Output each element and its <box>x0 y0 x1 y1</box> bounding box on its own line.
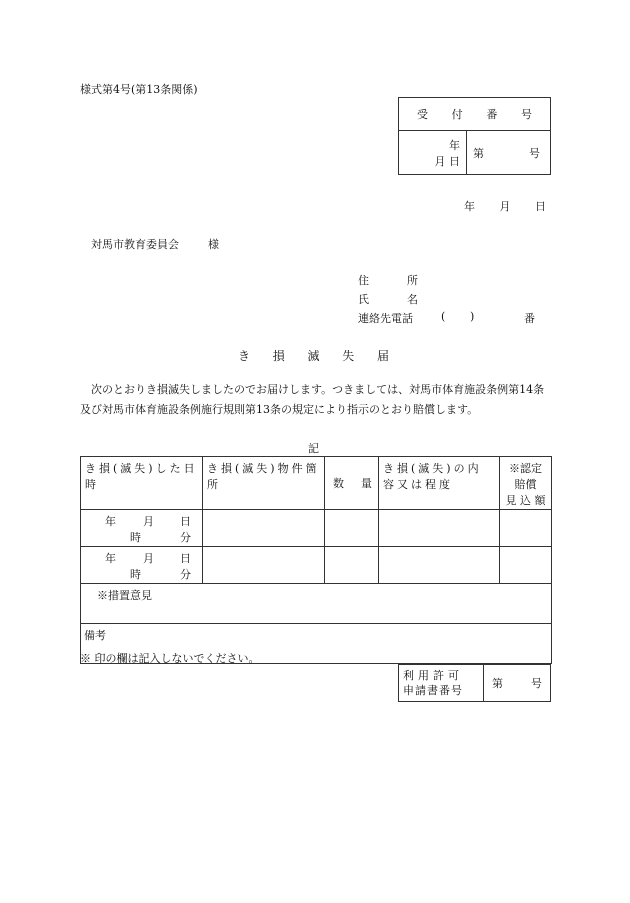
header-quantity: 数 量 <box>325 457 379 510</box>
header-datetime: き損(滅失)した日時 <box>81 457 203 510</box>
row1-extent[interactable] <box>379 510 500 547</box>
measures-label: ※措置意見 <box>97 589 152 602</box>
row1-compensation <box>500 510 552 547</box>
phone-ban: 番 <box>524 312 535 325</box>
reception-date-cell <box>399 131 467 175</box>
row1-quantity[interactable] <box>325 510 379 547</box>
permit-label-cell: 利用許可 申請書番号 <box>399 665 484 702</box>
permit-number-cell <box>484 665 551 702</box>
header-extent: き損(滅失)の内容又は程度 <box>379 457 500 510</box>
row2-compensation <box>500 547 552 584</box>
reception-number-cell <box>467 131 551 175</box>
body-text: 次のとおりき損滅失しましたのでお届けします。つきましては、対馬市体育施設条例第14条及び対馬市体育施設条例施行規則第13条の規定により指示のとおり賠償します。 <box>80 383 545 416</box>
note-text: ※ 印の欄は記入しないでください。 <box>80 652 260 665</box>
date-line <box>464 198 546 214</box>
date-day: 日 <box>535 200 546 213</box>
date-month: 月 <box>499 200 511 213</box>
reception-go: 号 <box>529 146 540 160</box>
permit-dai: 第 <box>492 677 503 690</box>
addressee-name: 対馬市教育委員会 <box>91 238 179 251</box>
row2-extent[interactable] <box>379 547 500 584</box>
reception-dai: 第 <box>473 146 484 160</box>
form-number: 様式第4号(第13条関係) <box>80 83 198 96</box>
row1-datetime: 年 月 日 時 分 <box>81 510 203 547</box>
damage-table <box>80 456 552 664</box>
phone-paren-open: ( <box>441 310 446 323</box>
table-row <box>81 547 552 584</box>
date-year: 年 <box>464 200 475 213</box>
permit-number-box <box>398 664 551 702</box>
reception-title-4: 号 <box>520 108 532 121</box>
phone-paren-close: ) <box>470 310 475 323</box>
ki-label: 記 <box>308 442 319 455</box>
permit-go: 号 <box>531 677 542 690</box>
reception-number-box <box>398 97 551 175</box>
header-location: き損(滅失)物件箇所 <box>203 457 325 510</box>
measures-cell <box>81 584 552 624</box>
phone-label: 連絡先電話 <box>358 312 413 325</box>
name-label: 氏 名 <box>358 293 418 306</box>
row2-location[interactable] <box>203 547 325 584</box>
table-row <box>81 510 552 547</box>
reception-title-1: 受 <box>417 108 428 121</box>
row2-datetime: 年 月 日 時 分 <box>81 547 203 584</box>
reception-year: 年 <box>449 139 460 152</box>
addressee-honorific: 様 <box>208 238 219 251</box>
reception-title-3: 番 <box>486 108 498 121</box>
reception-month-day: 月 日 <box>434 155 460 168</box>
row2-quantity[interactable] <box>325 547 379 584</box>
reception-title-2: 付 <box>451 108 463 121</box>
row1-location[interactable] <box>203 510 325 547</box>
address-label: 住 所 <box>358 274 418 287</box>
remarks-label: 備考 <box>84 629 106 642</box>
document-title: き 損 滅 失 届 <box>238 349 389 363</box>
header-compensation: ※認定賠償 見 込 額 <box>500 457 552 510</box>
